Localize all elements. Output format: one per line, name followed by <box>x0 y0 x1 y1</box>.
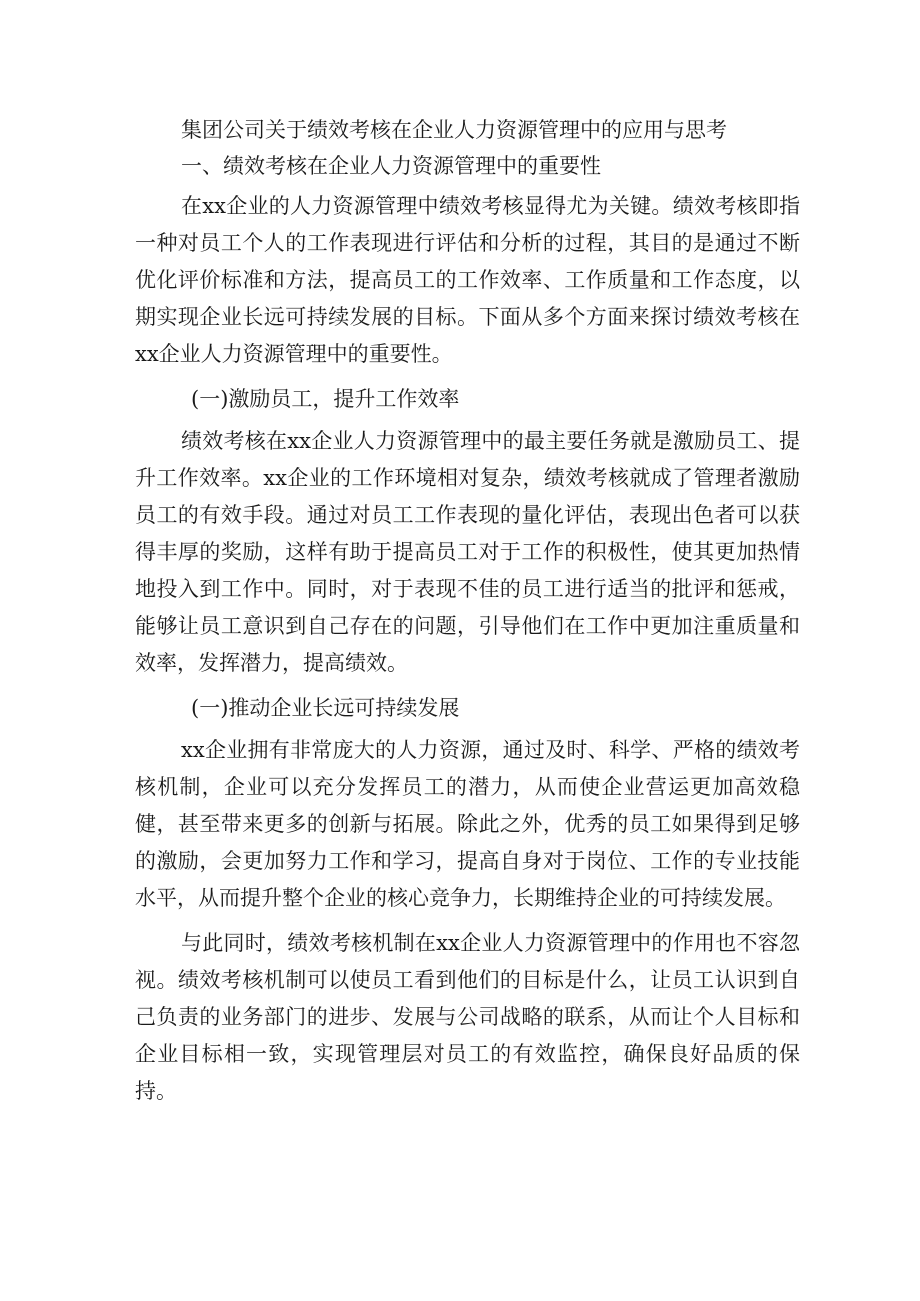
subheading-motivate-employees: (一)激励员工，提升工作效率 <box>191 387 460 411</box>
paragraph-motivation: 绩效考核在xx企业人力资源管理中的最主要任务就是激励员工、提升工作效率。xx企业的工作环境相对复杂，绩效考核就成了管理者激励员工的有效手段。通过对员工工作表现的量化评估，表现出色者可以获得丰厚的奖励，这样有助于提高员工对于工作的积极性，使其更加热情地投入到工作中。同时，对于表现不佳的员工进行适当的批评和惩戒，能够让员工意识到自己存在的问题，引导他们在工作中更加注重质量和效率，发挥潜力，提高绩效。 <box>135 429 800 675</box>
paragraph-alignment: 与此同时，绩效考核机制在xx企业人力资源管理中的作用也不容忽视。绩效考核机制可以使员工看到他们的目标是什么，让员工认识到自己负责的业务部门的进步、发展与公司战略的联系，从而让个人目标和企业目标相一致，实现管理层对员工的有效监控，确保良好品质的保持。 <box>135 931 800 1103</box>
paragraph-intro: 在xx企业的人力资源管理中绩效考核显得尤为关键。绩效考核即指一种对员工个人的工作表现进行评估和分析的过程，其目的是通过不断优化评价标准和方法，提高员工的工作效率、工作质量和工作态度，以期实现企业长远可持续发展的目标。下面从多个方面来探讨绩效考核在xx企业人力资源管理中的重要性。 <box>135 194 800 366</box>
document-body <box>135 112 800 1118</box>
paragraph-sustainability: xx企业拥有非常庞大的人力资源，通过及时、科学、严格的绩效考核机制，企业可以充分发挥员工的潜力，从而使企业营运更加高效稳健，甚至带来更多的创新与拓展。除此之外，优秀的员工如果得到足够的激励，会更加努力工作和学习，提高自身对于岗位、工作的专业技能水平，从而提升整个企业的核心竞争力，长期维持企业的可持续发展。 <box>135 738 800 910</box>
subheading-sustainable-development: (一)推动企业长远可持续发展 <box>191 696 460 720</box>
section-heading-importance: 一、绩效考核在企业人力资源管理中的重要性 <box>181 154 601 178</box>
document-title: 集团公司关于绩效考核在企业人力资源管理中的应用与思考 <box>181 118 727 142</box>
